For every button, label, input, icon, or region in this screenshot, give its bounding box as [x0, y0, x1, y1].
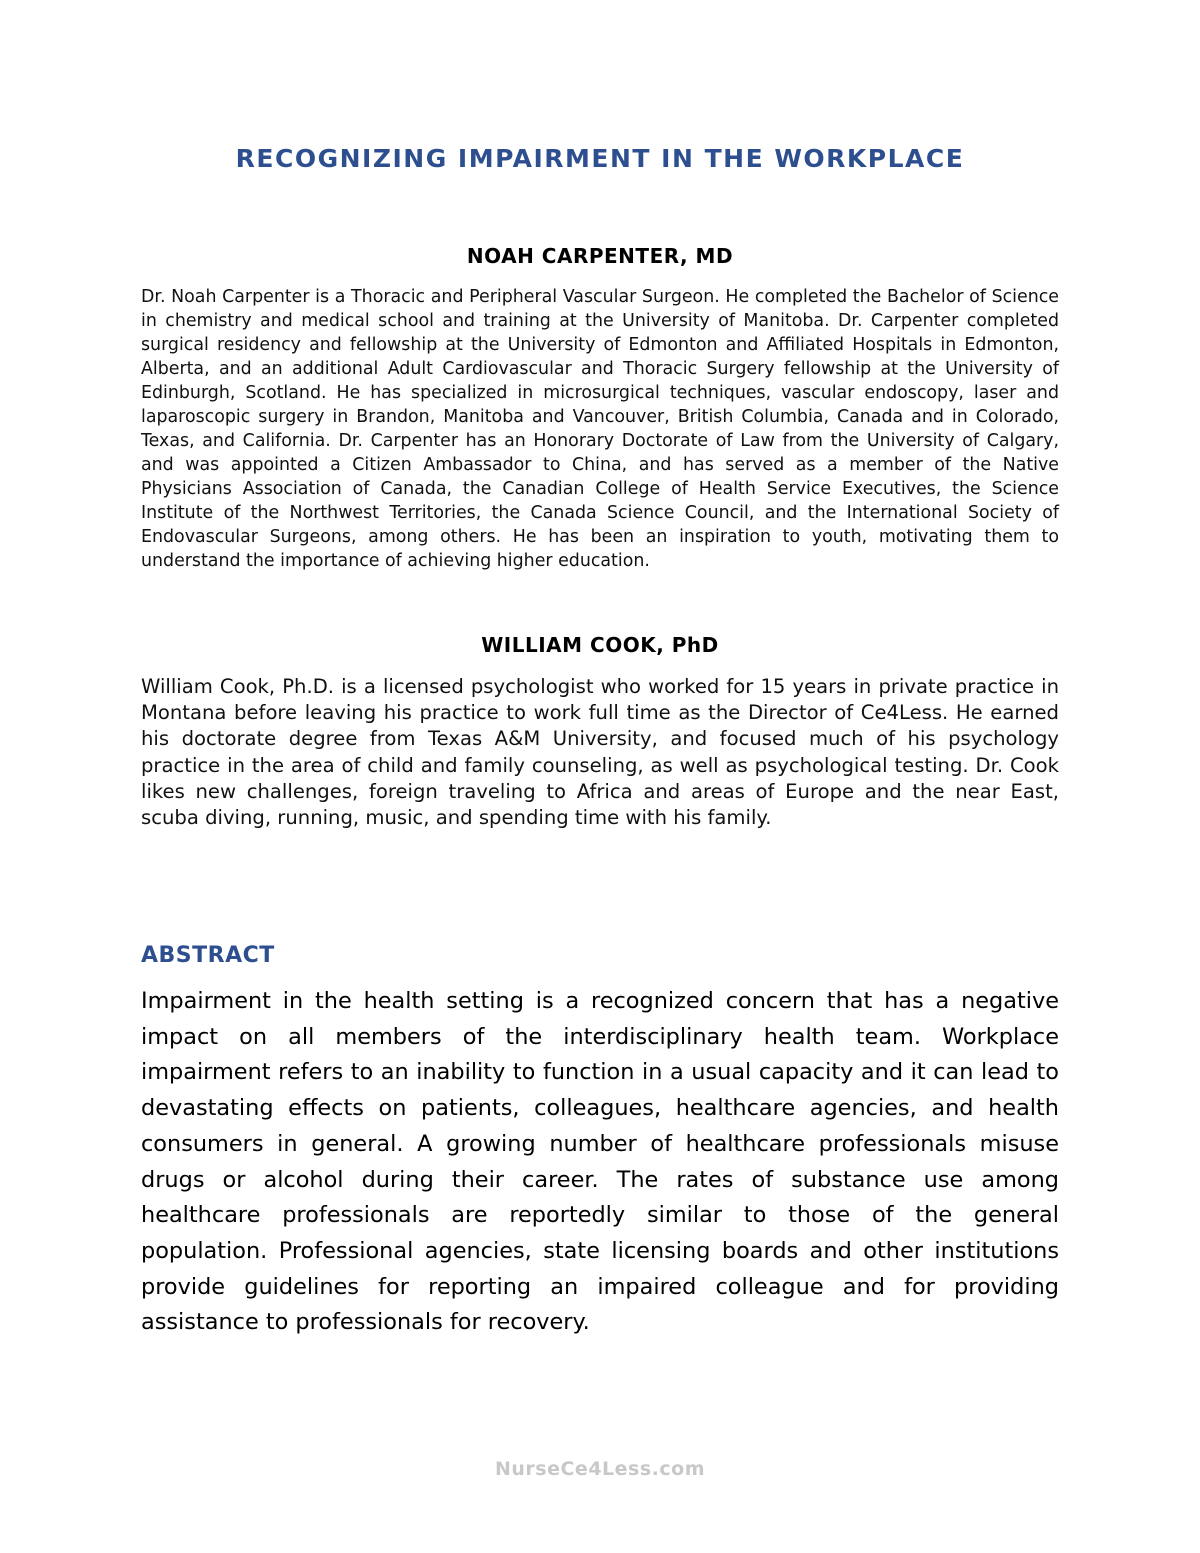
author-name-carpenter: NOAH CARPENTER, MD: [466, 244, 734, 268]
author-bio-cook: William Cook, Ph.D. is a licensed psychologist who worked for 15 years in private practice in Montana before leaving his practice to work full time as the Director of Ce4Less. He earned his doctorate degree from Texas A&M University, and focused much of his psychology practice in the area of child and family counseling, as well as psychological testing. Dr. Cook likes new challenges, foreign traveling to Africa and areas of Europe and the near East, scuba diving, running, music, and spending time with his family.: [141, 675, 1059, 830]
author-bio-carpenter: Dr. Noah Carpenter is a Thoracic and Peripheral Vascular Surgeon. He completed the Bachelor of Science in chemistry and medical school and training at the University of Manitoba. Dr. Carpenter completed surgical residency and fellowship at the University of Edmonton and Affiliated Hospitals in Edmonton, Alberta, and an additional Adult Cardiovascular and Thoracic Surgery fellowship at the University of Edinburgh, Scotland. He has specialized in microsurgical techniques, vascular endoscopy, laser and laparoscopic surgery in Brandon, Manitoba and Vancouver, British Columbia, Canada and in Colorado, Texas, and California. Dr. Carpenter has an Honorary Doctorate of Law from the University of Calgary, and was appointed a Citizen Ambassador to China, and has served as a member of the Native Physicians Association of Canada, the Canadian College of Health Service Executives, the Science Institute of the Northwest Territories, the Canada Science Council, and the International Society of Endovascular Surgeons, among others. He has been an inspiration to youth, motivating them to understand the importance of achieving higher education.: [141, 287, 1059, 571]
document-title: RECOGNIZING IMPAIRMENT IN THE WORKPLACE: [235, 144, 965, 173]
footer-watermark: NurseCe4Less.com: [495, 1458, 705, 1480]
author-name-cook: WILLIAM COOK, PhD: [481, 633, 719, 657]
abstract-heading: ABSTRACT: [141, 943, 275, 968]
abstract-text: Impairment in the health setting is a recognized concern that has a negative impact on all members of the interdisciplinary health team. Workplace impairment refers to an inability to function in a usual capacity and it can lead to devastating effects on patients, colleagues, healthcare agencies, and health consumers in general. A growing number of healthcare professionals misuse drugs or alcohol during their career. The rates of substance use among healthcare professionals are reportedly similar to those of the general population. Professional agencies, state licensing boards and other institutions provide guidelines for reporting an impaired colleague and for providing assistance to professionals for recovery.: [141, 988, 1059, 1336]
